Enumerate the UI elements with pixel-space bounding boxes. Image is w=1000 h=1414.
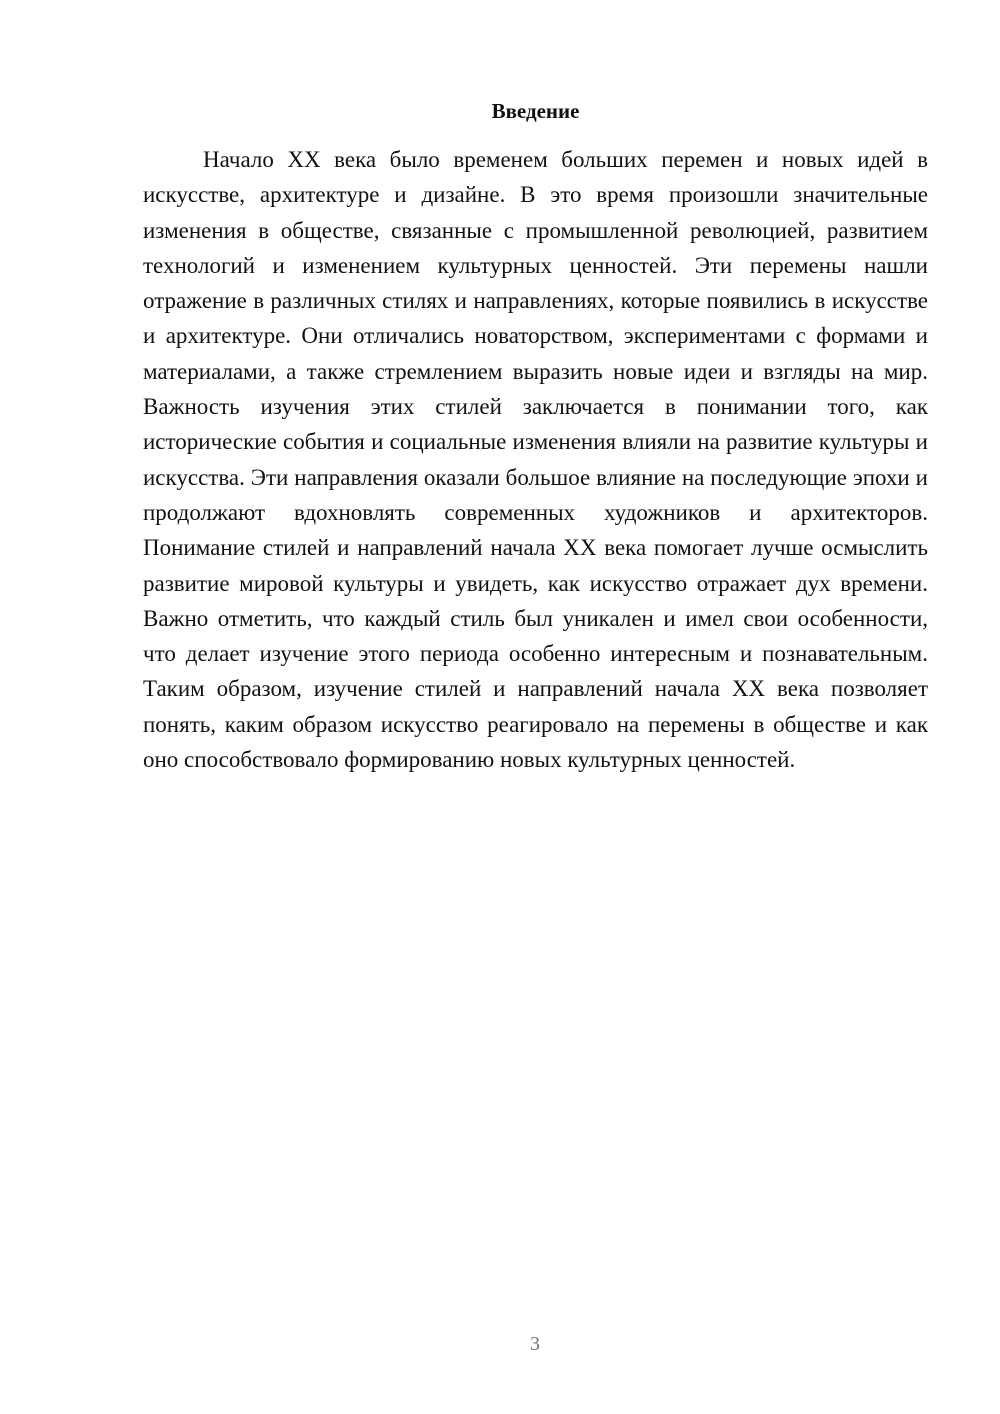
section-heading: Введение [491, 99, 580, 123]
page-number: 3 [530, 1333, 540, 1355]
body-paragraph: Начало XX века было временем больших перемен и новых идей в искусстве, архитектуре и дизайне. В это время произошли значительные изменения в обществе, связанные с промышленной революцией, развитием технологий и изменением культурных ценностей. Эти перемены нашли отражение в различных стилях и направлениях, которые появились в искусстве и архитектуре. Они отличались новаторством, экспериментами с формами и материалами, а также стремлением выразить новые идеи и взгляды на мир. Важность изучения этих стилей заключается в понимании того, как исторические события и социальные изменения влияли на развитие культуры и искусства. Эти направления оказали большое влияние на последующие эпохи и продолжают вдохновлять современных художников и архитекторов. Понимание стилей и направлений начала XX века помогает лучше осмыслить развитие мировой культуры и увидеть, как искусство отражает дух времени. Важно отметить, что каждый стиль был уникален и имел свои особенности, что делает изучение этого периода особенно интересным и познавательным. Таким образом, изучение стилей и направлений начала XX века позволяет понять, каким образом искусство реагировало на перемены в обществе и как оно способствовало формированию новых культурных ценностей. [143, 147, 928, 773]
